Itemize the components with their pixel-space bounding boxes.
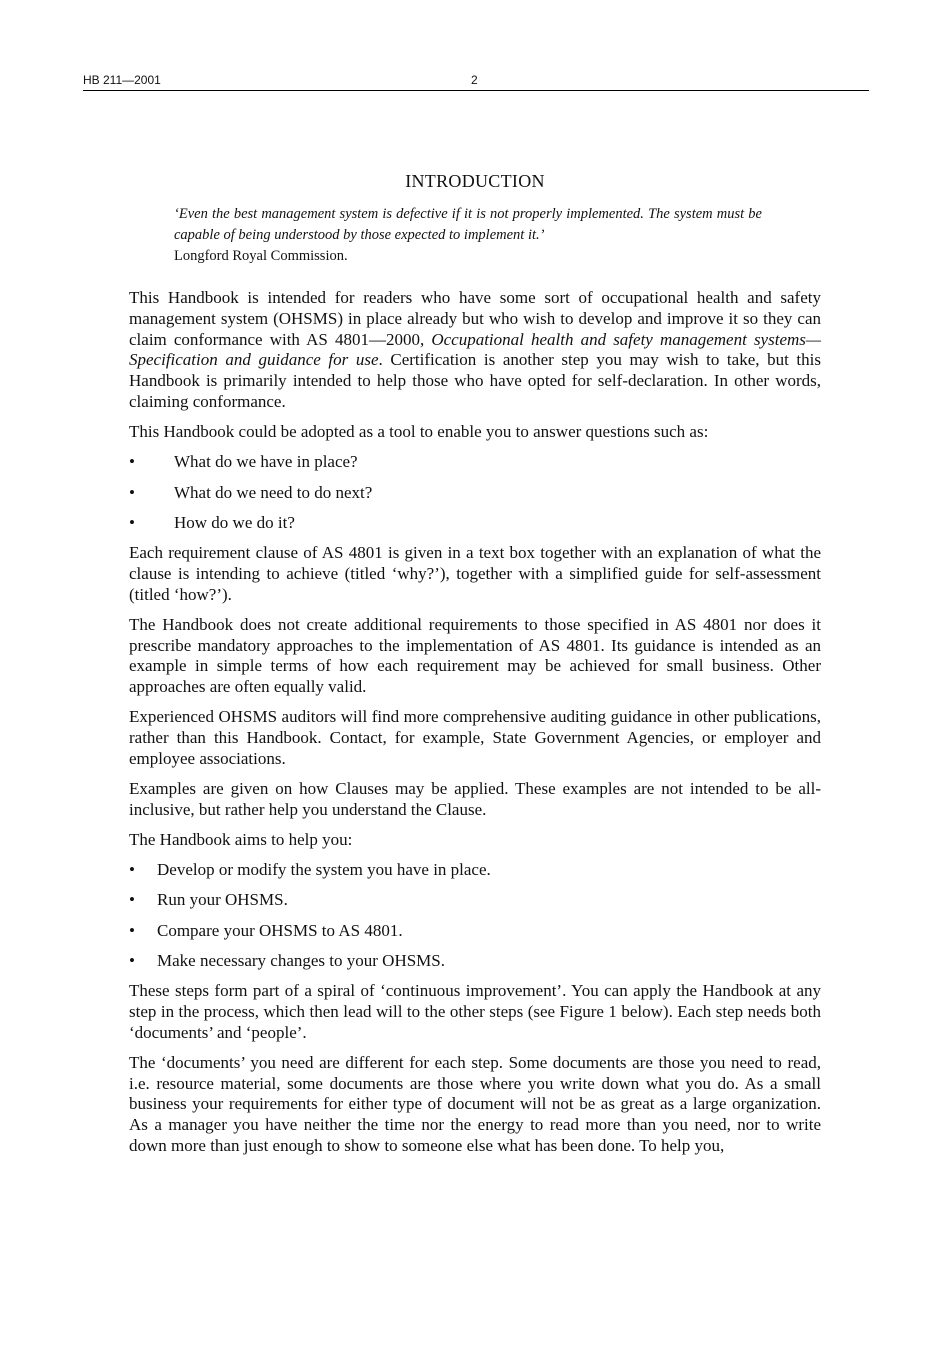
paragraph (129, 288, 821, 413)
aims-list (129, 860, 821, 971)
quote-line-2: The system must be capable of being understood by those expected to implement it. (174, 206, 762, 243)
bullet-icon: • (129, 512, 135, 532)
list-item-text: Develop or modify the system you have in place. (157, 860, 491, 880)
paragraph: The ‘documents’ you need are different for each step. Some documents are those you need to read, i.e. resource material, some documents are those where you write down what you do. As a small business your requirements for either type of document will not be as great as a large organization. As a manager you have neither the time nor the energy to read more than you need, nor to write down more than just enough to show to someone else what has been done. To help you, (129, 1052, 821, 1155)
list-item-text: What do we need to do next? (174, 482, 373, 502)
questions-list (129, 452, 821, 533)
list-item-text: How do we do it? (174, 512, 295, 532)
bullet-icon: • (129, 482, 135, 502)
list-item (129, 452, 821, 473)
paragraph-text: . Certification is another step you may wish to take, but this Handbook is primarily intended to help those who have opted for self-declaration. In other words, claiming conformance. (129, 350, 821, 411)
paragraph: Each requirement clause of AS 4801 is given in a text box together with an explanation of what the clause is intending to achieve (titled ‘why?’), together with a simplified guide for self-assessment (titled ‘how?’). (129, 542, 821, 604)
paragraph: Experienced OHSMS auditors will find more comprehensive auditing guidance in other publications, rather than this Handbook. Contact, for example, State Government Agencies, or employer and employee associations. (129, 707, 821, 768)
paragraph: The Handbook does not create additional requirements to those specified in AS 4801 nor does it prescribe mandatory approaches to the implementation of AS 4801. Its guidance is intended as an example in simple terms of how each requirement may be achieved for small business. Other approaches are often equally valid. (129, 614, 821, 697)
paragraph: This Handbook could be adopted as a tool to enable you to answer questions such as: (129, 422, 709, 442)
bullet-icon: • (129, 452, 135, 472)
document-id: HB 211—2001 (83, 73, 161, 87)
page-number: 2 (471, 73, 478, 87)
paragraph-text: This Handbook is intended for readers who have some sort of occupational health and safety management system (OHSMS) in place already but who wish to develop and improve it so they can claim conformance with AS 4801—2000, (129, 288, 821, 349)
list-item (129, 860, 821, 881)
paragraph: The Handbook aims to help you: (129, 830, 353, 850)
section-title: INTRODUCTION (405, 171, 545, 191)
bullet-icon: • (129, 920, 135, 940)
epigraph-quote (174, 204, 762, 267)
paragraph: Examples are given on how Clauses may be applied. These examples are not intended to be all-inclusive, but rather help you understand the Clause. (129, 779, 821, 819)
body-text (129, 288, 821, 1166)
quote-source: Longford Royal Commission. (174, 248, 348, 264)
quote-text: ‘Even the best management system is defective if it is not properly implemented. The system must be capable of being understood by those expected to implement it.’ (174, 206, 762, 243)
list-item (129, 951, 821, 972)
list-item-text: Run your OHSMS. (157, 890, 288, 910)
bullet-icon: • (129, 860, 135, 880)
quote-line-1: Even the best management system is defective if it is not properly implemented. (178, 206, 644, 222)
paragraph: These steps form part of a spiral of ‘continuous improvement’. You can apply the Handbook at any step in the process, which then lead will to the other steps (see Figure 1 below). Each step needs both ‘documents’ and ‘people’. (129, 980, 821, 1042)
list-item-text: Compare your OHSMS to AS 4801. (157, 920, 403, 940)
list-item (129, 513, 821, 534)
list-item-text: Make necessary changes to your OHSMS. (157, 950, 445, 970)
standard-title: Occupational health and safety management systems—Specification and guidance for use (129, 329, 821, 370)
bullet-icon: • (129, 890, 135, 910)
running-header (83, 72, 869, 91)
bullet-icon: • (129, 950, 135, 970)
list-item (129, 483, 821, 504)
list-item (129, 890, 821, 911)
list-item (129, 921, 821, 942)
list-item-text: What do we have in place? (174, 452, 358, 472)
